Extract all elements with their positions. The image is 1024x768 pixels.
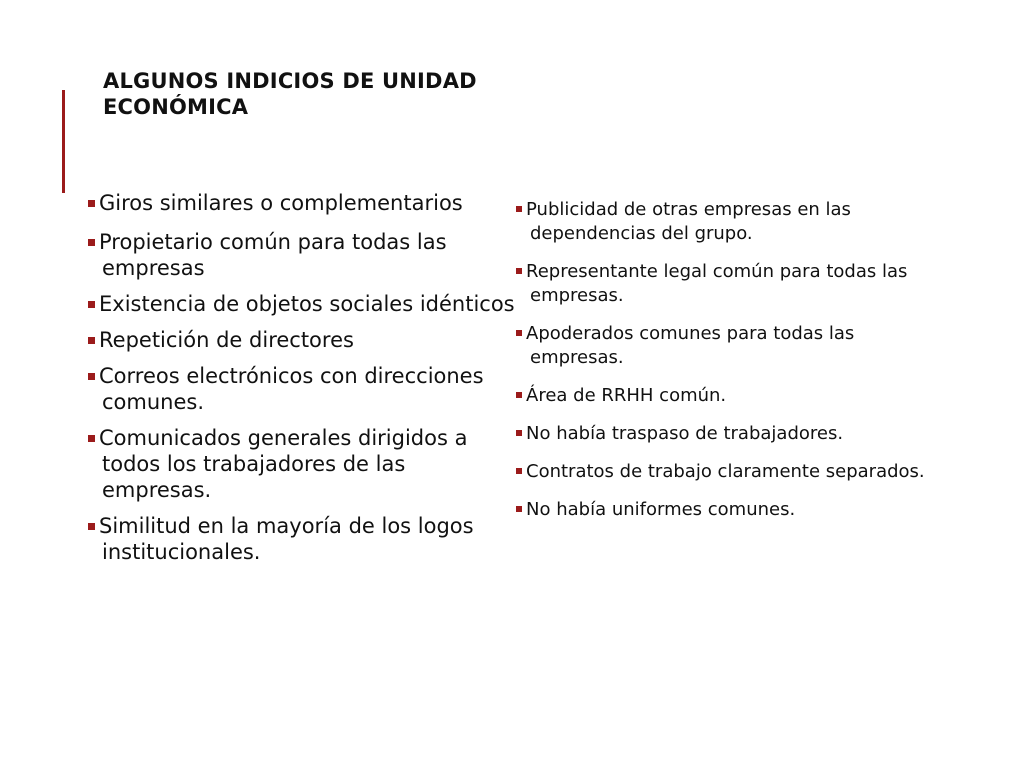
list-item: Representante legal común para todas las empresas. [516, 260, 936, 308]
square-bullet-icon [88, 239, 95, 246]
square-bullet-icon [88, 301, 95, 308]
square-bullet-icon [516, 392, 522, 398]
square-bullet-icon [88, 435, 95, 442]
square-bullet-icon [88, 200, 95, 207]
title-accent-bar [62, 90, 65, 193]
square-bullet-icon [516, 330, 522, 336]
list-item: Área de RRHH común. [516, 384, 936, 408]
list-item: Contratos de trabajo claramente separados. [516, 460, 936, 484]
square-bullet-icon [516, 268, 522, 274]
list-item: No había uniformes comunes. [516, 498, 936, 522]
left-bullet-list [88, 190, 518, 575]
square-bullet-icon [88, 337, 95, 344]
list-item: Correos electrónicos con direcciones comunes. [88, 363, 518, 415]
list-item: Apoderados comunes para todas las empresas. [516, 322, 936, 370]
square-bullet-icon [516, 506, 522, 512]
list-item: Propietario común para todas las empresas [88, 229, 518, 281]
list-item: Giros similares o complementarios [88, 190, 518, 216]
right-bullet-list [516, 198, 936, 536]
square-bullet-icon [516, 430, 522, 436]
list-item: Existencia de objetos sociales idénticos [88, 291, 518, 317]
square-bullet-icon [516, 206, 522, 212]
list-item: Repetición de directores [88, 327, 518, 353]
square-bullet-icon [88, 523, 95, 530]
slide-title: ALGUNOS INDICIOS DE UNIDAD ECONÓMICA [103, 69, 477, 119]
list-item: No había traspaso de trabajadores. [516, 422, 936, 446]
list-item: Similitud en la mayoría de los logos institucionales. [88, 513, 518, 565]
list-item: Comunicados generales dirigidos a todos los trabajadores de las empresas. [88, 425, 518, 503]
square-bullet-icon [516, 468, 522, 474]
list-item: Publicidad de otras empresas en las dependencias del grupo. [516, 198, 936, 246]
square-bullet-icon [88, 373, 95, 380]
